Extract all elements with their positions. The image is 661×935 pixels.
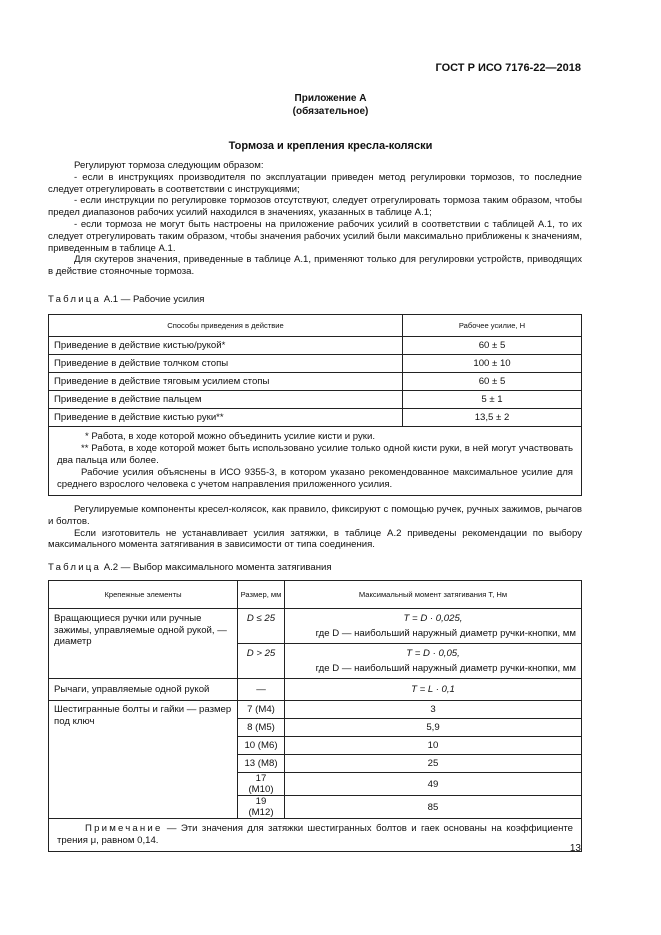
table-row (49, 609, 582, 644)
table-cell: 100 ± 10 (403, 355, 582, 373)
table2-caption (48, 562, 332, 573)
table-cell: 25 (285, 755, 582, 773)
paragraph: Регулируемые компоненты кресел-колясок, как правило, фиксируют с помощью ручек, ручных зажимов, рычагов и болтов. (48, 504, 582, 527)
footnote: Рабочие усилия объяснены в ИСО 9355-3, в котором указано рекомендованное максимальное усилие для среднего взрослого человека с учетом направления приложенного усилия. (57, 467, 573, 490)
table-cell: Приведение в действие тяговым усилием стопы (49, 373, 403, 391)
column-header: Рабочее усилие, Н (403, 315, 582, 337)
table-cell: Приведение в действие кистью/рукой* (49, 337, 403, 355)
table-cell: 10 (285, 737, 582, 755)
paragraph: - если тормоза не могут быть настроены на приложение рабочих усилий в соответствии с таблицей А.1, то их следует отрегулировать таким образом, чтобы значения рабочих усилий были максимально приближены к значениям, приведенным в таблице А.1. (48, 218, 582, 254)
table-cell: D ≤ 25 (238, 609, 285, 644)
table-row (49, 409, 582, 427)
table-cell: Приведение в действие толчком стопы (49, 355, 403, 373)
table-footnotes (49, 427, 582, 496)
table-cell: 60 ± 5 (403, 373, 582, 391)
table-cell: Вращающиеся ручки или ручные зажимы, управляемые одной рукой, — диаметр (49, 609, 238, 679)
table-cell: 3 (285, 701, 582, 719)
table-row (49, 373, 582, 391)
table-cell: 5 ± 1 (403, 391, 582, 409)
column-header: Размер, мм (238, 581, 285, 609)
caption-text: А.2 — Выбор максимального момента затягивания (103, 562, 332, 573)
table1-caption (48, 294, 204, 305)
table-cell: 10 (М6) (238, 737, 285, 755)
formula: T = D · 0,05, (406, 648, 460, 659)
paragraph: Для скутеров значения, приведенные в таблице А.1, применяют только для регулировки устройств, приводящих в действие стояночные тормоза. (48, 254, 582, 278)
table-a1 (48, 314, 582, 496)
table-a2 (48, 580, 582, 852)
appendix-title: Приложение А (294, 93, 367, 104)
section-title: Тормоза и крепления кресла-коляски (228, 140, 433, 152)
appendix-heading (0, 92, 661, 118)
table-cell: — (238, 679, 285, 701)
table-cell: 13 (М8) (238, 755, 285, 773)
table-cell: 85 (285, 796, 582, 819)
column-header: Крепежные элементы (49, 581, 238, 609)
note-label: Примечание (85, 823, 163, 834)
paragraph: - если в инструкциях производителя по эксплуатации приведен метод регулировки тормозов, то последние следует отрегулировать в соответствии с инструкциями; (48, 171, 582, 195)
column-header: Способы приведения в действие (49, 315, 403, 337)
caption-label: Таблица (48, 562, 102, 573)
table-row (49, 701, 582, 719)
formula-cell (285, 609, 582, 644)
table-cell: T = L · 0,1 (285, 679, 582, 701)
table-cell: Шестигранные болты и гайки — размер под ключ (49, 701, 238, 819)
table-row (49, 391, 582, 409)
paragraph: Регулируют тормоза следующим образом: (74, 160, 264, 171)
table-cell: Приведение в действие пальцем (49, 391, 403, 409)
table-cell: Рычаги, управляемые одной рукой (49, 679, 238, 701)
formula: T = D · 0,025, (403, 613, 463, 624)
paragraph: - если инструкции по регулировке тормозов отсутствуют, следует отрегулировать тормоза таким образом, чтобы предел диапазонов рабочих усилий находился в значениях, указанных в таблице А.1; (48, 195, 582, 219)
table-cell: 19 (М12) (238, 796, 285, 819)
table-cell: 8 (М5) (238, 719, 285, 737)
middle-text (48, 504, 582, 551)
table-cell: 49 (285, 773, 582, 796)
formula-note: где D — наибольший наружный диаметр ручки-кнопки, мм (315, 663, 576, 674)
table-cell: 13,5 ± 2 (403, 409, 582, 427)
caption-text: А.1 — Рабочие усилия (103, 294, 205, 305)
table-cell: Приведение в действие кистью руки** (49, 409, 403, 427)
intro-text (48, 160, 582, 278)
table-cell: D > 25 (238, 644, 285, 679)
table-cell: 5,9 (285, 719, 582, 737)
table-cell: 17 (М10) (238, 773, 285, 796)
table-cell: 7 (М4) (238, 701, 285, 719)
caption-label: Таблица (48, 294, 102, 305)
document-code: ГОСТ Р ИСО 7176-22—2018 (435, 62, 581, 74)
table-row (49, 679, 582, 701)
column-header: Максимальный момент затягивания T, Нм (285, 581, 582, 609)
table-note (49, 819, 582, 852)
table-cell: 60 ± 5 (403, 337, 582, 355)
table-row (49, 337, 582, 355)
formula-note: где D — наибольший наружный диаметр ручки-кнопки, мм (315, 628, 576, 639)
note-text: — Эти значения для затяжки шестигранных болтов и гаек основаны на коэффициенте трения μ, равном 0,14. (57, 823, 574, 846)
footnote: ** Работа, в ходе которой может быть использовано усилие только одной кисти руки, в ней могут участвовать два пальца или более. (57, 443, 573, 466)
footnote: * Работа, в ходе которой можно объединить усилие кисти и руки. (85, 431, 375, 442)
formula-cell (285, 644, 582, 679)
table-row (49, 355, 582, 373)
page-number: 13 (569, 843, 581, 854)
paragraph: Если изготовитель не устанавливает усилия затяжки, в таблице А.2 приведены рекомендации по выбору максимального момента затягивания в зависимости от типа соединения. (48, 527, 582, 551)
appendix-status: (обязательное) (292, 106, 369, 117)
